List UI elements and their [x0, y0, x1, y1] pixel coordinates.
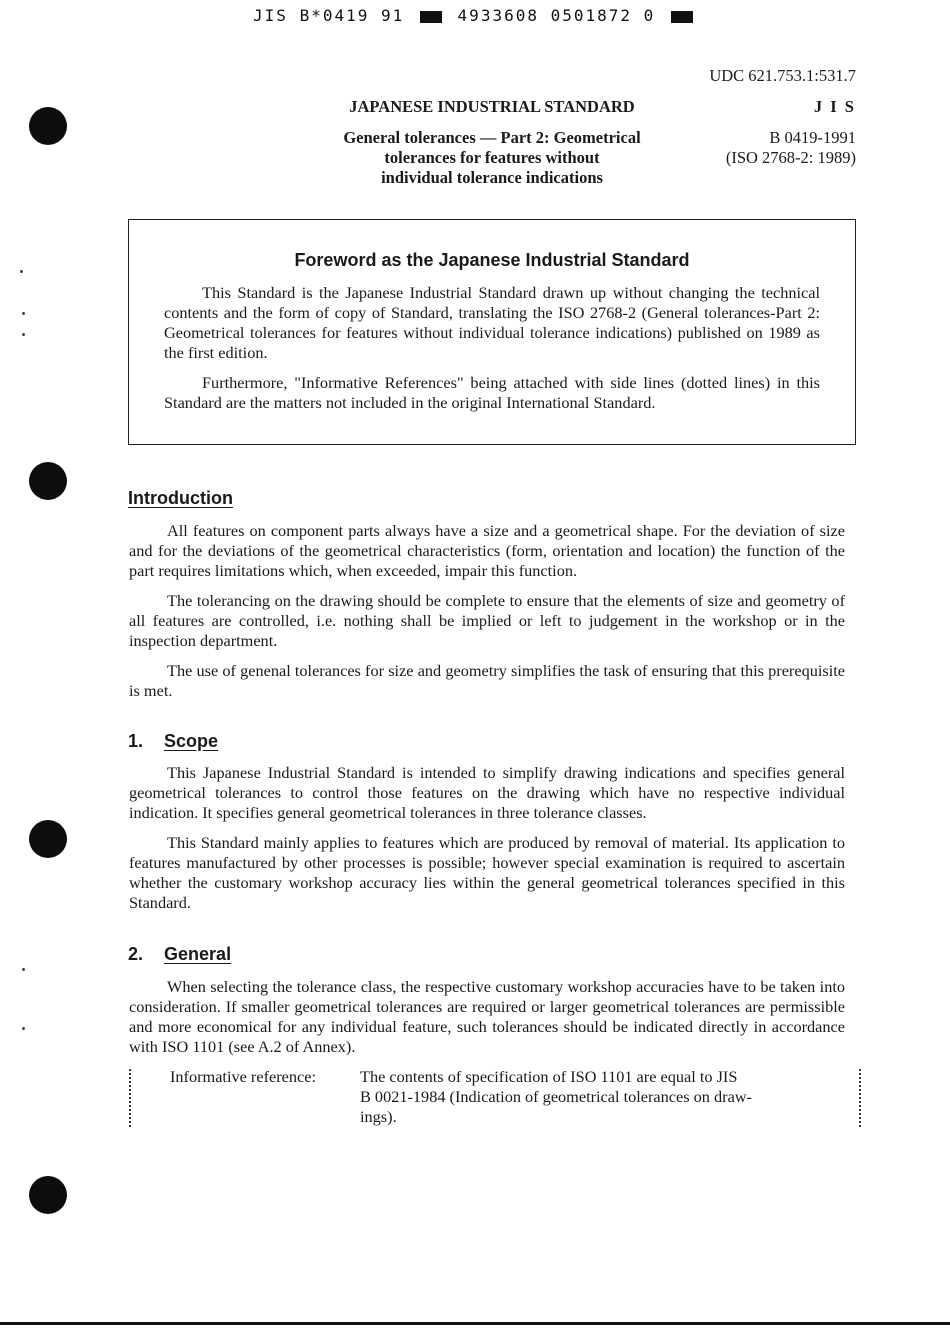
catalogue-code-mid: 4933608 0501872 0 — [457, 6, 656, 25]
document-title — [300, 128, 684, 188]
introduction-paragraph-2: The tolerancing on the drawing should be complete to ensure that the elements of size and geometry of all features are controlled, i.e. nothing shall be implied or left to judgement in the workshop or in the inspection department. — [129, 591, 845, 650]
barcode-block-2 — [671, 11, 693, 23]
standard-number: B 0419-1991 — [769, 128, 856, 147]
introduction-paragraph-1: All features on component parts always have a size and a geometrical shape. For the deviation of size and for the deviations of the geometrical characteristics (form, orientation and location) the function of the part requires limitations which, when exceeded, impair this function. — [129, 521, 845, 580]
punch-hole-icon — [29, 462, 67, 500]
udc-code: UDC 621.753.1:531.7 — [709, 66, 856, 85]
standard-label: JAPANESE INDUSTRIAL STANDARD — [349, 97, 635, 116]
standard-number-block — [690, 128, 856, 168]
introduction-heading-text: Introduction — [128, 488, 233, 508]
foreword-paragraph-2: Furthermore, "Informative References" being attached with side lines (dotted lines) in this Standard are the matters not included in the original International Standard. — [164, 373, 820, 412]
speck — [22, 968, 25, 971]
title-line-3: individual tolerance indications — [381, 168, 603, 187]
scope-number: 1. — [128, 731, 144, 751]
introduction-body — [129, 521, 845, 701]
punch-hole-icon — [29, 1176, 67, 1214]
informative-line-1: The contents of specification of ISO 1101 are equal to JIS — [360, 1067, 738, 1086]
scope-paragraph-1: This Japanese Industrial Standard is intended to simplify drawing indications and specifies general geometrical tolerances to control those features on the drawing which have no respective individual indication. It specifies general geometrical tolerances in three tolerance classes. — [129, 763, 845, 822]
barcode-block-1 — [420, 11, 442, 23]
jis-mark: J I S — [813, 97, 856, 116]
general-paragraph-1: When selecting the tolerance class, the respective customary workshop accuracies have to be taken into consideration. If smaller geometrical tolerances are required or larger geometrical tolerances are permissible and more economical for any individual feature, such tolerances should be indicated directly in accordance with ISO 1101 (see A.2 of Annex). — [129, 977, 845, 1056]
informative-side-line-left — [129, 1069, 131, 1127]
scope-paragraph-2: This Standard mainly applies to features which are produced by removal of material. Its application to features manufactured by other processes is possible; however special examination is required to ascertain whether the customary workshop accuracy lies within the general geometrical tolerances specified in this Standard. — [129, 833, 845, 912]
general-heading-text: General — [164, 944, 232, 964]
title-line-1: General tolerances — Part 2: Geometrical — [343, 128, 641, 147]
speck — [22, 312, 25, 315]
informative-line-3: ings). — [360, 1107, 397, 1126]
foreword-paragraph-1: This Standard is the Japanese Industrial Standard drawn up without changing the technical contents and the form of copy of Standard, translating the ISO 2768-2 (General tolerances-Part 2: Geometrical tolerances for features without individual tolerance indications) published on 1989 as the first edition. — [164, 283, 820, 362]
punch-hole-icon — [29, 820, 67, 858]
title-line-2: tolerances for features without — [384, 148, 600, 167]
informative-text — [360, 1067, 830, 1127]
punch-hole-icon — [29, 107, 67, 145]
general-number: 2. — [128, 944, 144, 964]
bottom-edge-rule — [0, 1322, 950, 1325]
speck — [20, 270, 23, 273]
speck — [22, 1027, 25, 1030]
general-body — [129, 977, 845, 1057]
scope-heading-text: Scope — [164, 731, 219, 751]
introduction-paragraph-3: The use of genenal tolerances for size and geometry simplifies the task of ensuring that this prerequisite is met. — [129, 661, 845, 700]
general-heading — [128, 944, 231, 965]
iso-reference: (ISO 2768-2: 1989) — [725, 148, 856, 167]
scope-body — [129, 763, 845, 913]
foreword-body — [164, 283, 820, 413]
informative-label: Informative reference: — [170, 1067, 316, 1086]
catalogue-line — [0, 6, 950, 25]
speck — [22, 333, 25, 336]
foreword-heading: Foreword as the Japanese Industrial Standard — [294, 250, 690, 270]
catalogue-code-left: JIS B*0419 91 — [253, 6, 405, 25]
introduction-heading — [128, 488, 233, 509]
informative-line-2: B 0021-1984 (Indication of geometrical tolerances on draw- — [360, 1087, 752, 1106]
scope-heading — [128, 731, 218, 752]
informative-side-line-right — [859, 1069, 861, 1127]
